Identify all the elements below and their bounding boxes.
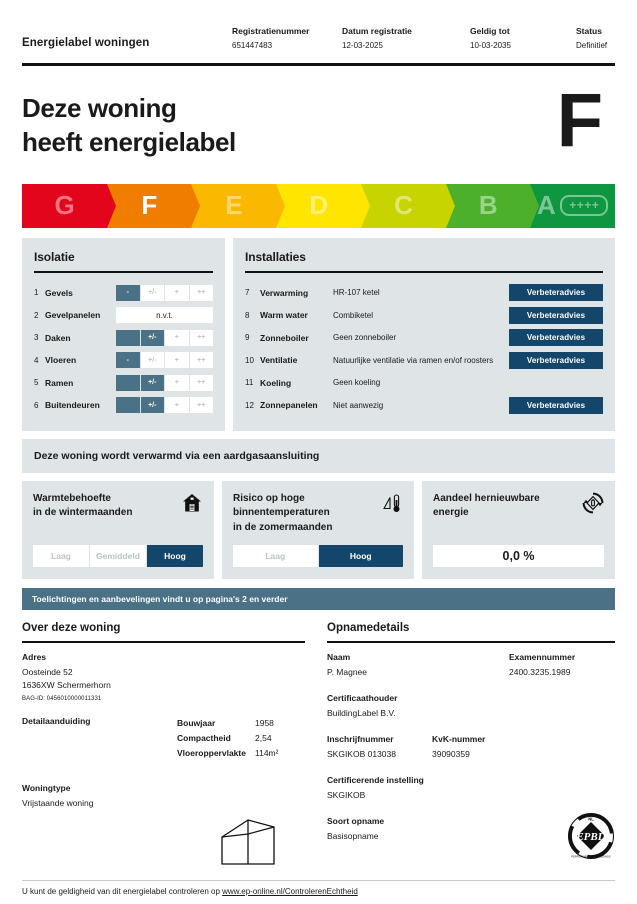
installaties-row (245, 349, 603, 372)
adres-straat: Oosteinde 52 (22, 666, 73, 677)
installaties-row-number: 12 (245, 400, 254, 410)
installaties-row-value: Natuurlijke ventilatie via ramen en/of roosters (333, 355, 494, 365)
installaties-row-label: Zonneboiler (260, 332, 309, 343)
energy-scale-segment-F (107, 184, 192, 228)
installaties-row-label: Zonnepanelen (260, 400, 318, 411)
risico-toggle[interactable] (233, 545, 403, 567)
installaties-rows (245, 282, 603, 417)
certificaathouder-label: Certificaathouder (327, 692, 398, 703)
certificerende-instelling-value: SKGIKOB (327, 790, 366, 801)
isolatie-rows (34, 282, 213, 417)
footer-text (22, 887, 615, 896)
isolatie-rating-cell: ++ (190, 330, 214, 346)
card-title-line: Warmtebehoefte (33, 492, 111, 504)
header-fields (232, 26, 617, 50)
header-field-label: Geldig tot (470, 26, 510, 36)
card-body (433, 535, 604, 567)
indicator-cards (0, 473, 637, 580)
document-footer (22, 880, 615, 896)
energy-scale-segment-B (446, 184, 531, 228)
installaties-divider (245, 271, 603, 273)
card-title-line: Aandeel hernieuwbare (433, 492, 540, 504)
document-header (0, 0, 637, 58)
isolatie-row-number: 3 (34, 333, 39, 343)
isolatie-row (34, 349, 213, 372)
inschrijfnummer-value: SKGIKOB 013038 (327, 748, 396, 759)
isolatie-row-label: Ramen (45, 377, 74, 388)
segment-arrow (107, 184, 116, 228)
installaties-title: Installaties (245, 249, 306, 264)
energy-label-letter: F (556, 78, 601, 163)
thermometer-icon (381, 492, 403, 514)
soort-opname-label: Soort opname (327, 816, 385, 827)
risico-option[interactable]: Laag (233, 545, 319, 567)
detailaanduiding-label: Detailaanduiding (22, 715, 91, 726)
isolatie-row (34, 372, 213, 395)
isolatie-rating-cell: + (165, 375, 190, 391)
segment-letter: D (309, 190, 328, 221)
installaties-row-value: Geen koeling (333, 378, 381, 388)
isolatie-panel (22, 238, 225, 431)
isolatie-rating-scale (116, 352, 213, 368)
segment-arrow (446, 184, 455, 228)
isolatie-rating-scale (116, 375, 213, 391)
segment-arrow (191, 184, 200, 228)
renewable-icon (582, 492, 604, 514)
isolatie-row-number: 5 (34, 378, 39, 388)
installaties-row-number: 10 (245, 355, 254, 365)
hero-line-1: Deze woning (22, 93, 177, 123)
isolatie-divider (34, 271, 213, 273)
segment-arrow (361, 184, 370, 228)
isolatie-row (34, 327, 213, 350)
header-field-value: 12-03-2025 (342, 41, 383, 50)
isolatie-rating-cell: ++ (190, 375, 214, 391)
isolatie-rating-scale (116, 397, 213, 413)
kenmerk-row (177, 746, 278, 761)
hero-line-2: heeft energielabel (22, 126, 236, 157)
risico-option[interactable]: Hoog (319, 545, 404, 567)
over-woning-divider (22, 641, 305, 643)
kvk-block (432, 734, 485, 761)
segment-letter: C (394, 190, 413, 221)
opnamedetails-divider (327, 641, 615, 643)
installaties-row-label: Verwarming (260, 287, 309, 298)
energy-scale-segment-C (361, 184, 446, 228)
recommendations-notice: Toelichtingen en aanbevelingen vindt u op pagina's 2 en verder (22, 588, 615, 610)
isolatie-row-number: 6 (34, 400, 39, 410)
energy-scale (22, 184, 615, 228)
kvk-value: 39090359 (432, 748, 470, 759)
hero-heading (22, 88, 557, 160)
naam-value: P. Magnee (327, 666, 368, 677)
isolatie-rating-cell: ++ (190, 285, 214, 301)
hernieuwbare-energie-value: 0,0 % (433, 545, 604, 567)
isolatie-row-label: Gevelpanelen (45, 310, 101, 321)
segment-letter: G (54, 190, 75, 221)
naam-examen-row (327, 652, 615, 679)
isolatie-rating-cell: +/- (141, 285, 166, 301)
examennummer-block (509, 652, 615, 679)
isolatie-row (34, 282, 213, 305)
installaties-row-value: Combiketel (333, 310, 374, 320)
svg-text:NL: NL (588, 816, 594, 822)
energy-scale-segment-A (530, 184, 615, 228)
isolatie-rating-cell: - (116, 352, 141, 368)
epbd-logo (567, 812, 615, 865)
card-title-line: binnentemperaturen (233, 507, 330, 519)
inschrijfnummer-block (327, 734, 432, 761)
woningtype-house-icon (218, 817, 304, 874)
soort-opname-value: Basisopname (327, 831, 379, 842)
isolatie-row (34, 394, 213, 417)
adres-label: Adres (22, 651, 47, 662)
isolatie-rating-scale (116, 330, 213, 346)
card-header (233, 492, 403, 536)
isolatie-rating-cell: - (116, 285, 141, 301)
segment-letter: E (225, 190, 243, 221)
hero-section (0, 66, 637, 163)
segment-arrow (276, 184, 285, 228)
gas-connection-banner: Deze woning wordt verwarmd via een aardgasaansluiting (22, 439, 615, 473)
verbeteradvies-button[interactable]: Verbeteradvies (509, 397, 603, 414)
installaties-row-value: Niet aanwezig (333, 400, 384, 410)
isolatie-rating-cell: ++ (190, 397, 214, 413)
kenmerk-value: 2,54 (255, 732, 272, 743)
installaties-row-label: Koeling (260, 377, 292, 388)
card-title (233, 492, 381, 536)
isolatie-rating-cell: +/- (141, 397, 166, 413)
warmtebehoefte-option[interactable]: Gemiddeld (90, 545, 147, 567)
verbeteradvies-button[interactable]: Verbeteradvies (509, 352, 603, 369)
isolatie-row-label: Vloeren (45, 355, 77, 366)
naam-label: Naam (327, 651, 351, 662)
isolatie-rating-cell: + (165, 352, 190, 368)
segment-plus-badge: ++++ (560, 195, 608, 216)
verbeteradvies-button[interactable]: Verbeteradvies (509, 329, 603, 346)
bottom-section (0, 610, 637, 859)
over-woning-title: Over deze woning (22, 622, 121, 635)
installaties-row (245, 282, 603, 305)
footer-divider (22, 880, 615, 881)
installaties-row-label: Ventilatie (260, 355, 298, 366)
ep-online-link[interactable]: www.ep-online.nl/ControlerenEchtheid (222, 887, 358, 896)
kenmerk-row (177, 731, 278, 746)
header-field-label: Datum registratie (342, 26, 412, 36)
isolatie-row (34, 304, 213, 327)
svg-text:EPBD: EPBD (576, 831, 606, 844)
isolatie-rating-cell: +/- (141, 330, 166, 346)
isolatie-rating-cell: + (165, 285, 190, 301)
header-field-datum-registratie (342, 26, 470, 50)
energy-scale-segment-G (22, 184, 107, 228)
card-body (33, 535, 203, 567)
certificerende-instelling-label: Certificerende instelling (327, 775, 424, 786)
kenmerk-key: Bouwjaar (177, 717, 216, 728)
isolatie-rating-cell: +/- (141, 375, 166, 391)
certificaathouder-value: BuildingLabel B.V. (327, 707, 396, 718)
installaties-row (245, 394, 603, 417)
warmtebehoefte-option[interactable]: Hoog (147, 545, 203, 567)
adres-plaats: 1636XW Schermerhorn (22, 679, 111, 690)
woning-kenmerken (177, 716, 278, 761)
isolatie-rating-cell: - (116, 330, 141, 346)
detailaanduiding-label-wrap (22, 716, 177, 761)
installaties-row-label: Warm water (260, 310, 308, 321)
examennummer-value: 2400.3235.1989 (509, 666, 571, 677)
card-title-line: in de wintermaanden (33, 507, 133, 519)
installaties-row (245, 327, 603, 350)
woningtype-label: Woningtype (22, 782, 71, 793)
installaties-row (245, 304, 603, 327)
footer-text-prefix: U kunt de geldigheid van dit energielabel controleren op (22, 887, 223, 896)
energy-scale-pointer (139, 160, 159, 171)
isolatie-row-number: 4 (34, 355, 39, 365)
panels-section (0, 228, 637, 431)
installaties-row-number: 11 (245, 378, 254, 388)
over-deze-woning-section (22, 622, 305, 843)
woningtype-value: Vrijstaande woning (22, 797, 94, 808)
energy-scale-segment-D (276, 184, 361, 228)
header-field-label: Registratienummer (232, 26, 310, 36)
installaties-row (245, 372, 603, 395)
header-field-label: Status (576, 26, 602, 36)
card-header (33, 492, 203, 521)
isolatie-rating-cell: - (116, 375, 141, 391)
header-field-value: 651447483 (232, 41, 273, 50)
opnamedetails-section (327, 622, 615, 859)
header-field-registratienummer (232, 26, 342, 50)
energy-scale-segment-E (191, 184, 276, 228)
isolatie-title: Isolatie (34, 249, 75, 264)
segment-letter: A (537, 190, 556, 221)
card-title-line: in de zomermaanden (233, 521, 333, 533)
isolatie-row-label: Buitendeuren (45, 400, 100, 411)
card-warmtebehoefte (22, 481, 214, 580)
installaties-row-value: Geen zonneboiler (333, 333, 397, 343)
inschrijfnummer-label: Inschrijfnummer (327, 733, 394, 744)
document-title: Energielabel woningen (22, 37, 150, 49)
isolatie-rating-scale (116, 285, 213, 301)
card-body (233, 535, 403, 567)
installaties-row-value: HR-107 ketel (333, 288, 380, 298)
card-title-line: Risico op hoge (233, 492, 305, 504)
isolatie-rating-cell: ++ (190, 352, 214, 368)
verbeteradvies-button[interactable]: Verbeteradvies (509, 284, 603, 301)
installaties-row-number: 9 (245, 333, 250, 343)
installaties-row-number: 7 (245, 288, 250, 298)
inschrijf-kvk-row (327, 734, 615, 761)
kenmerk-key: Vloeroppervlakte (177, 747, 246, 758)
isolatie-rating-cell: +/- (141, 352, 166, 368)
svg-text:PERFORMANCE OF BUILDINGS: PERFORMANCE OF BUILDINGS (571, 855, 611, 859)
segment-letter: F (141, 190, 157, 221)
header-field-value: Definitief (576, 41, 608, 50)
isolatie-rating-cell: - (116, 397, 141, 413)
kenmerk-row (177, 716, 278, 731)
installaties-panel (233, 238, 615, 431)
kenmerk-value: 114m² (255, 747, 279, 758)
isolatie-rating-cell: + (165, 330, 190, 346)
examennummer-label: Examennummer (509, 651, 576, 662)
header-field-value: 10-03-2035 (470, 41, 511, 50)
isolatie-row-number: 1 (34, 288, 39, 298)
card-risico-binnentemperatuur (222, 481, 414, 580)
warmtebehoefte-toggle[interactable] (33, 545, 203, 567)
card-title (33, 492, 181, 521)
card-hernieuwbare-energie (422, 481, 615, 580)
header-field-status (576, 26, 617, 50)
isolatie-row-number: 2 (34, 310, 39, 320)
card-title (433, 492, 582, 521)
detailaanduiding-row (22, 716, 305, 761)
house-icon (181, 492, 203, 514)
kenmerk-key: Compactheid (177, 732, 231, 743)
naam-block (327, 652, 509, 679)
isolatie-row-label: Daken (45, 332, 71, 343)
warmtebehoefte-option[interactable]: Laag (33, 545, 90, 567)
isolatie-row-label: Gevels (45, 287, 73, 298)
bag-id: BAG-ID: 0456010000011331 (22, 695, 102, 702)
segment-letter: B (478, 190, 498, 221)
energy-scale-section (0, 160, 637, 228)
verbeteradvies-button[interactable]: Verbeteradvies (509, 307, 603, 324)
card-header (433, 492, 604, 521)
isolatie-rating-cell: + (165, 397, 190, 413)
kvk-label: KvK-nummer (432, 733, 486, 744)
card-title-line: energie (433, 507, 469, 519)
header-field-geldig-tot (470, 26, 576, 50)
installaties-row-number: 8 (245, 310, 250, 320)
kenmerk-value: 1958 (255, 717, 274, 728)
opnamedetails-title: Opnamedetails (327, 622, 410, 635)
isolatie-rating-nvt: n.v.t. (116, 307, 213, 323)
